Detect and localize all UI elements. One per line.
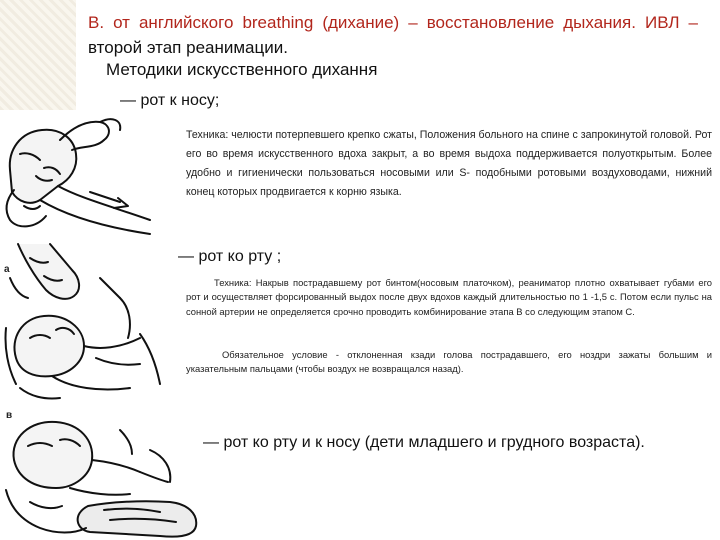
decorative-strip [0, 0, 76, 110]
title-part-black: второй этап реанимации. [88, 38, 288, 57]
method-mouth-to-nose-text: Техника: челюсти потерпевшего крепко сжаты, Положения больного на спине с запрокинутой головой. Рот его во время искусственного вдоха закрыт, а во время выдоха поддерживается полуоткрытым. Более удобно и гигиенически пользоваться носовыми или S- подобными ротовыми воздуховодами, нижний конец которых продвигается к корню языка. [186, 129, 712, 198]
figure-letter-a: а [4, 264, 10, 275]
method-mouth-to-mouth-condition: Обязательное условие - отклоненная кзади голова пострадавшего, его ноздри зажаты большим и указательным пальцами (чтобы воздух не возвращался назад). [186, 349, 712, 375]
illustration-infant-resuscitation [0, 410, 205, 540]
method-mouth-to-mouth-and-nose-heading: — рот ко рту и к носу (дети младшего и грудного возраста). [203, 434, 645, 451]
method-mouth-to-nose-heading: — рот к носу; [120, 92, 220, 109]
page-title [88, 10, 698, 60]
illustration-mouth-to-nose [0, 110, 180, 242]
methods-subtitle: Методики искусственного дихання [106, 60, 378, 79]
title-part-red: В. от английского breathing (дихание) – восстановление дыхания. ИВЛ – [88, 13, 698, 32]
method-mouth-to-mouth-heading: — рот ко рту ; [178, 248, 282, 265]
figure-letter-b: в [6, 410, 13, 421]
method-mouth-to-mouth-text: Техника: Накрыв пострадавшему рот бинтом(носовым платочком), реаниматор плотно охватывает губами его рот и осуществляет форсированный выдох после двух вдохов каждый длительностью по 1 -1,5 с. Потом если пульс на сонной артерии не определяется срочно проводить комбинирование этапа В со следующим этапом С. [186, 277, 712, 317]
illustration-mouth-to-mouth [0, 238, 180, 410]
